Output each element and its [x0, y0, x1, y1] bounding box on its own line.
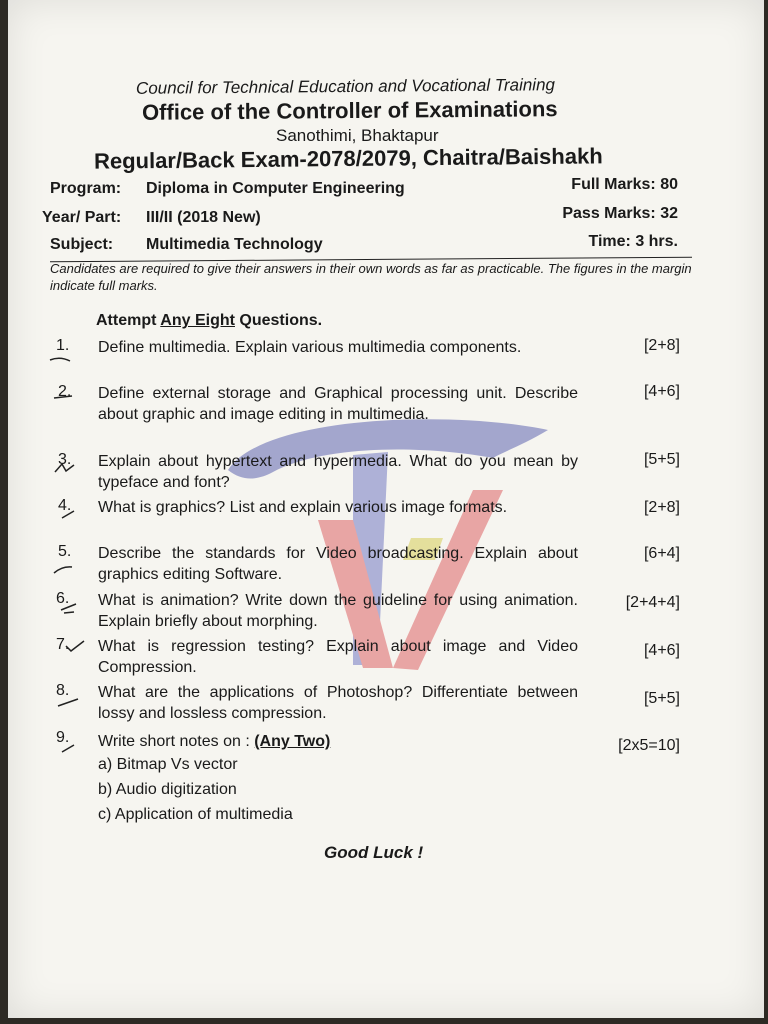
question-number: 3.	[58, 451, 72, 468]
question-text: Explain about hypertext and hypermedia. What do you mean by typeface and font?	[98, 453, 578, 491]
question-text: What is graphics? List and explain various image formats.	[98, 499, 508, 516]
check-mark-icon	[58, 742, 82, 754]
pass-marks: Pass Marks: 32	[562, 205, 678, 222]
question-number: 9.	[56, 729, 70, 746]
question-text: What is animation? Write down the guideline for using animation. Explain briefly about morphing.	[98, 592, 578, 630]
question-text: Define external storage and Graphical processing unit. Describe about graphic and image editing in multimedia.	[98, 385, 578, 423]
subject-label: Subject:	[50, 236, 114, 253]
attempt-count: Any Eight	[160, 312, 235, 329]
question-text: What is regression testing? Explain about image and Video Compression.	[98, 638, 578, 676]
question-marks: [5+5]	[643, 451, 680, 468]
check-mark-icon	[58, 602, 82, 614]
program-value: Diploma in Computer Engineering	[146, 180, 405, 197]
question-text-main: Write short notes on :	[98, 733, 255, 750]
question-marks: [6+4]	[643, 545, 680, 562]
sub-item: c) Application of multimedia	[98, 806, 293, 823]
question-text: Define multimedia. Explain various multimedia components.	[98, 339, 522, 356]
question-text: What are the applications of Photoshop? Differentiate between lossy and lossless compression.	[98, 684, 578, 722]
question-number: 6.	[56, 590, 70, 607]
check-mark-icon	[64, 640, 88, 652]
check-mark-icon	[58, 508, 82, 520]
question-marks: [2x5=10]	[618, 737, 680, 754]
question-marks: [2+4+4]	[625, 594, 680, 611]
question-text: Describe the standards for Video broadcasting. Explain about graphics editing Software.	[98, 545, 578, 583]
attempt-instruction	[96, 312, 322, 330]
check-mark-icon	[52, 564, 76, 576]
question-number: 8.	[56, 682, 70, 699]
check-mark-icon	[52, 392, 76, 404]
check-mark-icon	[52, 462, 76, 474]
instructions: Candidates are required to give their answers in their own words as far as practicable. The figures in the margin indicate full marks.	[50, 261, 692, 293]
year-label: Year/ Part:	[42, 209, 122, 226]
check-mark-icon	[56, 696, 80, 708]
closing-note: Good Luck !	[324, 843, 424, 862]
question-marks: [4+6]	[643, 642, 680, 659]
question-marks: [5+5]	[643, 690, 680, 707]
year-value: III/II (2018 New)	[146, 209, 261, 226]
office-location: Sanothimi, Bhaktapur	[276, 126, 439, 145]
council-name: Council for Technical Education and Vocational Training	[135, 75, 556, 98]
attempt-suffix: Questions.	[234, 312, 323, 329]
attempt-prefix: Attempt	[96, 312, 161, 329]
exam-title: Regular/Back Exam-2078/2079, Chaitra/Baishakh	[93, 143, 603, 174]
check-mark-icon	[48, 352, 72, 364]
question-number: 7.	[56, 636, 70, 653]
office-name: Office of the Controller of Examinations	[141, 96, 558, 125]
sub-item: b) Audio digitization	[98, 781, 237, 798]
question-marks: [4+6]	[643, 383, 680, 400]
full-marks: Full Marks: 80	[571, 176, 678, 193]
any-two-emphasis: (Any Two)	[254, 733, 331, 750]
question-number: 1.	[56, 337, 70, 354]
question-number: 2.	[58, 383, 72, 400]
question-number: 4.	[58, 497, 72, 514]
sub-item: a) Bitmap Vs vector	[98, 756, 238, 773]
subject-value: Multimedia Technology	[146, 236, 323, 253]
program-label: Program:	[50, 180, 122, 197]
exam-paper	[8, 0, 764, 1018]
question-number: 5.	[58, 543, 72, 560]
question-marks: [2+8]	[643, 499, 680, 516]
question-marks: [2+8]	[643, 337, 680, 354]
exam-time: Time: 3 hrs.	[588, 233, 678, 250]
question-text	[98, 731, 578, 752]
